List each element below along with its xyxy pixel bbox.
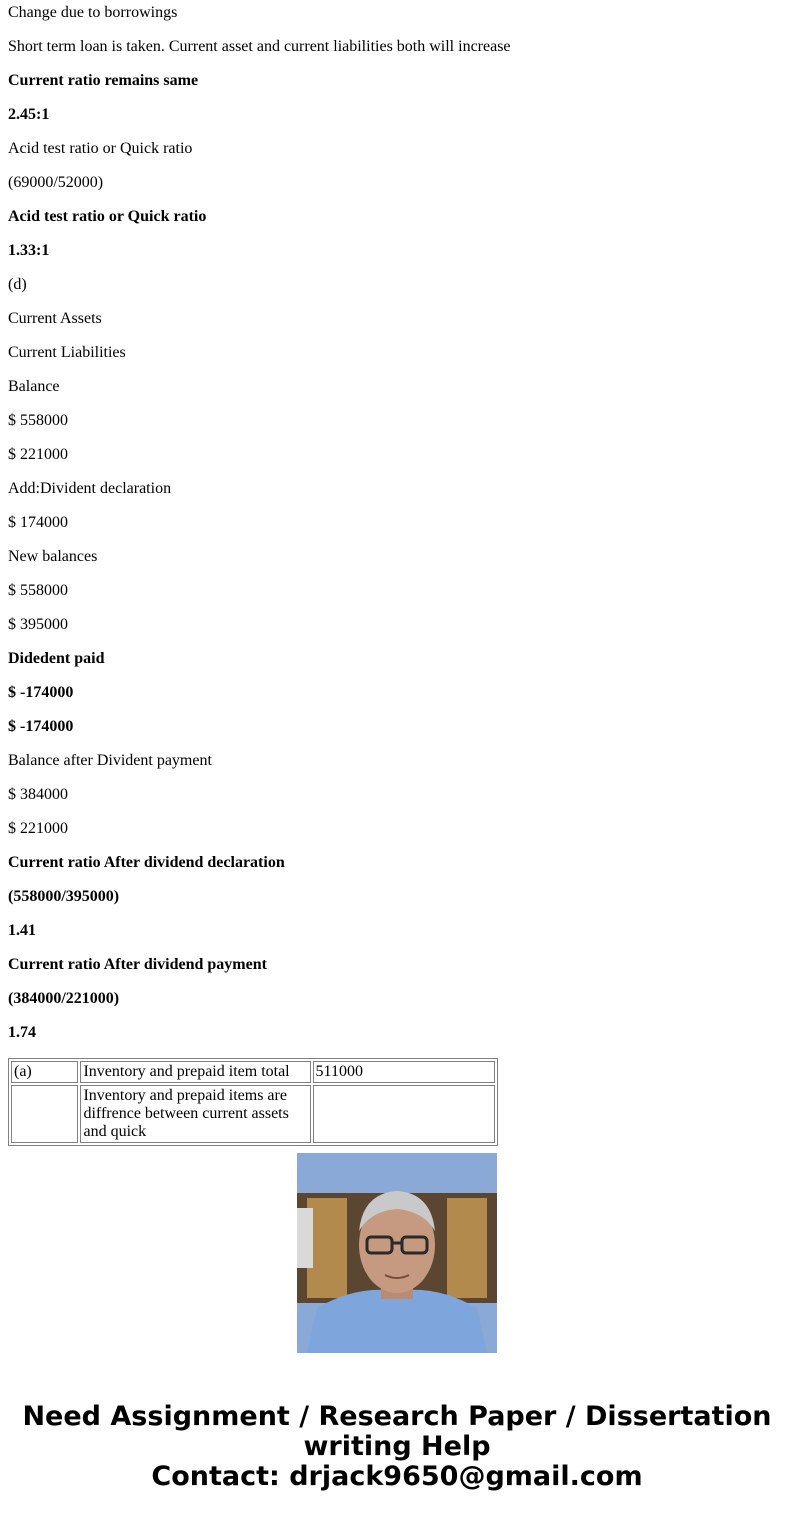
solution-line: Current Liabilities	[8, 344, 126, 361]
solution-line: (d)	[8, 276, 27, 293]
solution-line: $ 221000	[8, 446, 68, 463]
solution-line: Current ratio After dividend declaration	[8, 854, 285, 871]
table-row	[11, 1085, 495, 1143]
solution-line: New balances	[8, 548, 98, 565]
solution-line: $ 395000	[8, 616, 68, 633]
solution-line: $ -174000	[8, 718, 74, 735]
solution-line: $ -174000	[8, 684, 74, 701]
solution-line: Balance	[8, 378, 60, 395]
solution-line: 1.74	[8, 1024, 36, 1041]
promo-banner	[0, 1402, 794, 1492]
table-cell: Inventory and prepaid item total	[80, 1061, 310, 1083]
solution-line: Change due to borrowings	[8, 4, 178, 21]
table-cell	[313, 1085, 495, 1143]
person-photo-icon	[297, 1153, 497, 1353]
solution-line: $ 221000	[8, 820, 68, 837]
solution-line: Current Assets	[8, 310, 102, 327]
promo-line-1: Need Assignment / Research Paper / Dissertation	[22, 1401, 772, 1432]
solution-line: Acid test ratio or Quick ratio	[8, 208, 207, 225]
solution-line: (558000/395000)	[8, 888, 120, 905]
solution-line: (384000/221000)	[8, 990, 120, 1007]
solution-line: $ 558000	[8, 412, 68, 429]
solution-line: Didedent paid	[8, 650, 105, 667]
table-cell: (a)	[11, 1061, 78, 1083]
solution-line: $ 174000	[8, 514, 68, 531]
promo-contact: Contact: drjack9650@gmail.com	[151, 1461, 643, 1492]
answer-table	[8, 1058, 498, 1146]
solution-line: Acid test ratio or Quick ratio	[8, 140, 193, 157]
solution-line: Add:Divident declaration	[8, 480, 172, 497]
solution-line: 2.45:1	[8, 106, 50, 123]
table-cell: Inventory and prepaid items are diffrence between current assets and quick	[80, 1085, 310, 1143]
solution-line: $ 558000	[8, 582, 68, 599]
table-cell: 511000	[313, 1061, 495, 1083]
solution-line: (69000/52000)	[8, 174, 104, 191]
solution-line: 1.41	[8, 922, 36, 939]
author-avatar	[297, 1153, 497, 1353]
solution-line: Current ratio remains same	[8, 72, 199, 89]
solution-line: Current ratio After dividend payment	[8, 956, 267, 973]
table-cell	[11, 1085, 78, 1143]
solution-line: $ 384000	[8, 786, 68, 803]
promo-line-2: writing Help	[303, 1431, 491, 1462]
answer-table-container	[8, 1058, 498, 1140]
solution-line: 1.33:1	[8, 242, 50, 259]
solution-text	[8, 0, 788, 1054]
table-row	[11, 1061, 495, 1083]
solution-line: Short term loan is taken. Current asset and current liabilities both will increase	[8, 38, 511, 55]
solution-line: Balance after Divident payment	[8, 752, 212, 769]
